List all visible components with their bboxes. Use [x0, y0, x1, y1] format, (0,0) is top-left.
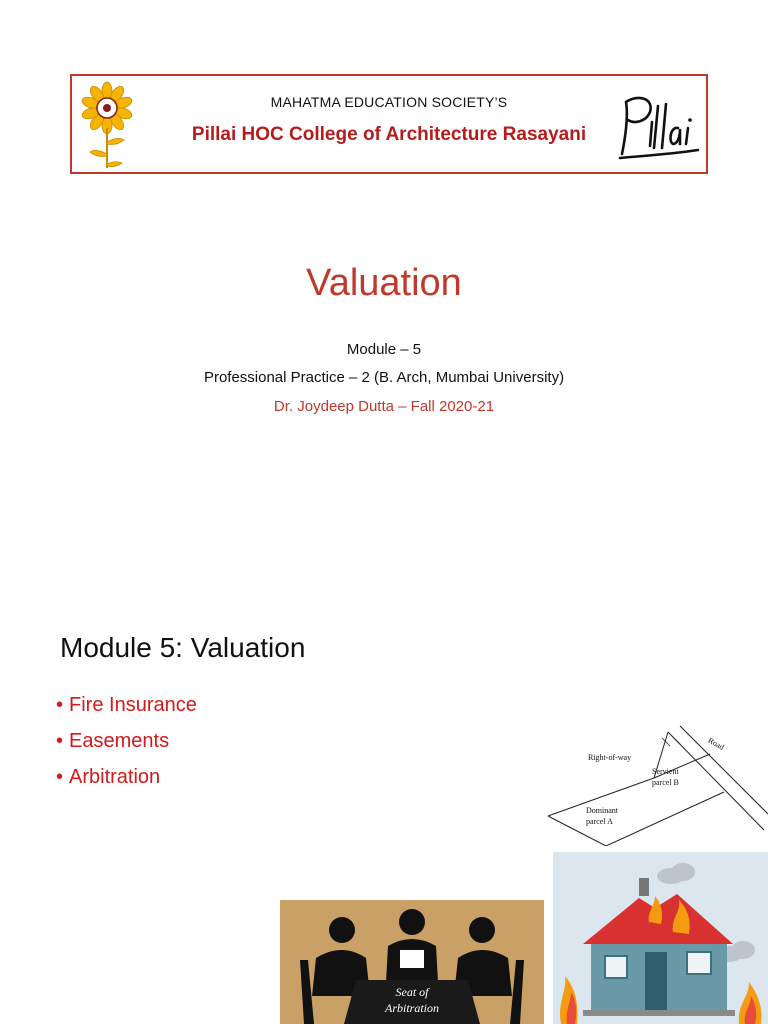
- pillai-signature-icon: [612, 84, 702, 168]
- right-of-way-label: Right-of-way: [588, 753, 632, 762]
- easement-diagram: [544, 718, 768, 846]
- arbitration-caption-line1: Seat of: [395, 985, 429, 999]
- servient-label-2: parcel B: [652, 778, 679, 787]
- list-item-label: Fire Insurance: [69, 694, 197, 716]
- arbitration-caption-line2: Arbitration: [384, 1001, 440, 1015]
- list-item-label: Arbitration: [69, 766, 161, 788]
- dominant-label-1: Dominant: [586, 806, 618, 815]
- list-item: • Easements: [56, 730, 170, 752]
- college-name: Pillai HOC College of Architecture Rasayani: [191, 124, 587, 145]
- seat-of-arbitration-illustration: [280, 900, 544, 1024]
- college-header-banner: [70, 74, 708, 174]
- dominant-label-2: parcel A: [586, 817, 613, 826]
- module-label: Module – 5: [346, 341, 422, 358]
- road-label: Road: [706, 735, 726, 752]
- servient-label-1: Servient: [652, 767, 679, 776]
- burning-house-illustration: [553, 852, 768, 1024]
- content-slide: [0, 576, 768, 1024]
- author-label: Dr. Joydeep Dutta – Fall 2020-21: [273, 398, 495, 415]
- presentation-title: Valuation: [306, 262, 462, 304]
- society-name: MAHATMA EDUCATION SOCIETY’S: [270, 94, 508, 110]
- list-item-label: Easements: [69, 730, 170, 752]
- list-item: • Fire Insurance: [56, 694, 197, 716]
- slide-title: Module 5: Valuation: [60, 632, 306, 663]
- list-item: • Arbitration: [56, 766, 161, 788]
- course-label: Professional Practice – 2 (B. Arch, Mumbai University): [203, 369, 565, 386]
- topic-list: [56, 692, 197, 800]
